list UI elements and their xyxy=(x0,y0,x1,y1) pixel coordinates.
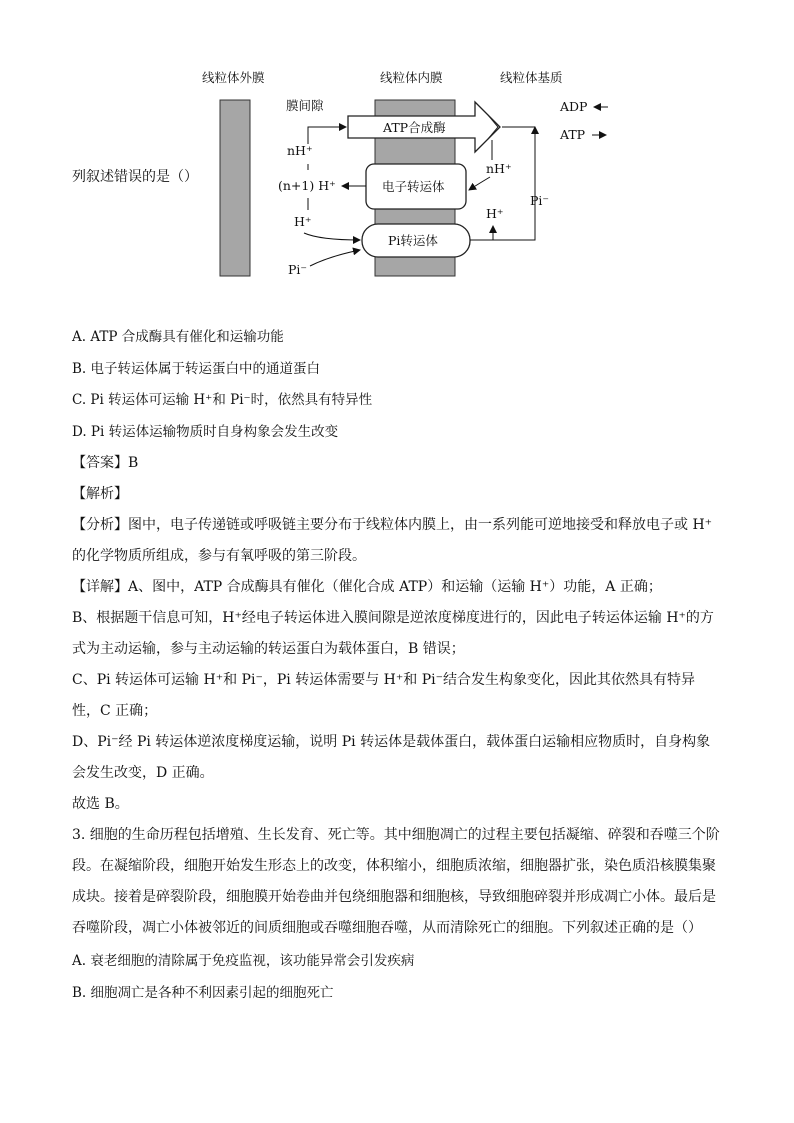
next-option-b: B. 细胞凋亡是各种不利因素引起的细胞死亡 xyxy=(72,985,334,1001)
nh-right-label: nH⁺ xyxy=(486,161,512,176)
analysis-heading: 【解析】 xyxy=(72,486,128,502)
intermembrane-label: 膜间隙 xyxy=(286,98,324,113)
answer-line: 【答案】B xyxy=(72,455,139,471)
pi-right-label: Pi⁻ xyxy=(530,193,550,208)
detail-a: 【详解】A、图中，ATP 合成酶具有催化（催化合成 ATP）和运输（运输 H⁺）功能，A 正确； xyxy=(72,579,662,595)
next-option-a: A. 衰老细胞的清除属于免疫监视，该功能异常会引发疾病 xyxy=(72,953,415,969)
pi-to-transporter-arrow xyxy=(310,250,360,266)
analysis-fenxi: 【分析】图中，电子传递链或呼吸链主要分布于线粒体内膜上，由一系列能可逆地接受和释放电子或 H⁺的化学物质所组成，参与有氧呼吸的第三阶段。 xyxy=(72,517,713,564)
mitochondria-diagram xyxy=(190,60,620,290)
atp-synthase-label: ATP合成酶 xyxy=(383,120,446,135)
diagram-svg xyxy=(190,60,620,290)
question-stem-tail: 列叙述错误的是（） xyxy=(72,169,198,185)
adp-label: ADP xyxy=(560,99,588,114)
outer-membrane-label: 线粒体外膜 xyxy=(202,70,265,85)
detail-d: D、Pi⁻经 Pi 转运体逆浓度梯度运输，说明 Pi 转运体是载体蛋白，载体蛋白运输相应物质时，自身构象会发生改变，D 正确。 xyxy=(72,734,711,781)
h-right-label: H⁺ xyxy=(486,206,504,221)
inner-membrane-label: 线粒体内膜 xyxy=(380,70,443,85)
n1h-label: (n+1) H⁺ xyxy=(278,178,336,193)
h-to-pi-arrow xyxy=(304,233,360,240)
h-right-arrow xyxy=(470,226,493,240)
atp-label: ATP xyxy=(560,127,586,142)
option-c: C. Pi 转运体可运输 H⁺和 Pi⁻时，依然具有特异性 xyxy=(72,392,373,408)
detail-c: C、Pi 转运体可运输 H⁺和 Pi⁻，Pi 转运体需要与 H⁺和 Pi⁻结合发生构象变化，因此其依然具有特异性，C 正确； xyxy=(72,672,695,719)
outer-membrane xyxy=(220,100,250,276)
matrix-label: 线粒体基质 xyxy=(500,70,563,85)
next-question-stem: 3. 细胞的生命历程包括增殖、生长发育、死亡等。其中细胞凋亡的过程主要包括凝缩、碎裂和吞噬三个阶段。在凝缩阶段，细胞开始发生形态上的改变，体积缩小，细胞质浓缩，细胞器扩张，染色质沿核膜集聚成块。接着是碎裂阶段，细胞膜开始卷曲并包绕细胞器和细胞核，导致细胞碎裂并形成凋亡小体。最后是吞噬阶段，凋亡小体被邻近的间质细胞或吞噬细胞吞噬，从而清除死亡的细胞。下列叙述正确的是（） xyxy=(72,827,720,936)
option-a: A. ATP 合成酶具有催化和运输功能 xyxy=(72,329,284,345)
nh-label: nH⁺ xyxy=(287,143,313,158)
option-b: B. 电子转运体属于转运蛋白中的通道蛋白 xyxy=(72,361,321,377)
nh-right-arrow xyxy=(469,177,490,190)
electron-transporter-label: 电子转运体 xyxy=(382,179,445,194)
h-left-label: H⁺ xyxy=(294,214,312,229)
pi-transporter-label: Pi转运体 xyxy=(388,233,438,248)
nh-to-atp-arrow xyxy=(308,127,346,144)
option-d: D. Pi 转运体运输物质时自身构象会发生改变 xyxy=(72,424,339,440)
detail-b: B、根据题干信息可知，H⁺经电子转运体进入膜间隙是逆浓度梯度进行的，因此电子转运体运输 H⁺的方式为主动运输，参与主动运输的转运蛋白为载体蛋白，B 错误； xyxy=(72,610,714,657)
conclusion: 故选 B。 xyxy=(72,796,129,812)
pi-left-label: Pi⁻ xyxy=(288,262,308,277)
